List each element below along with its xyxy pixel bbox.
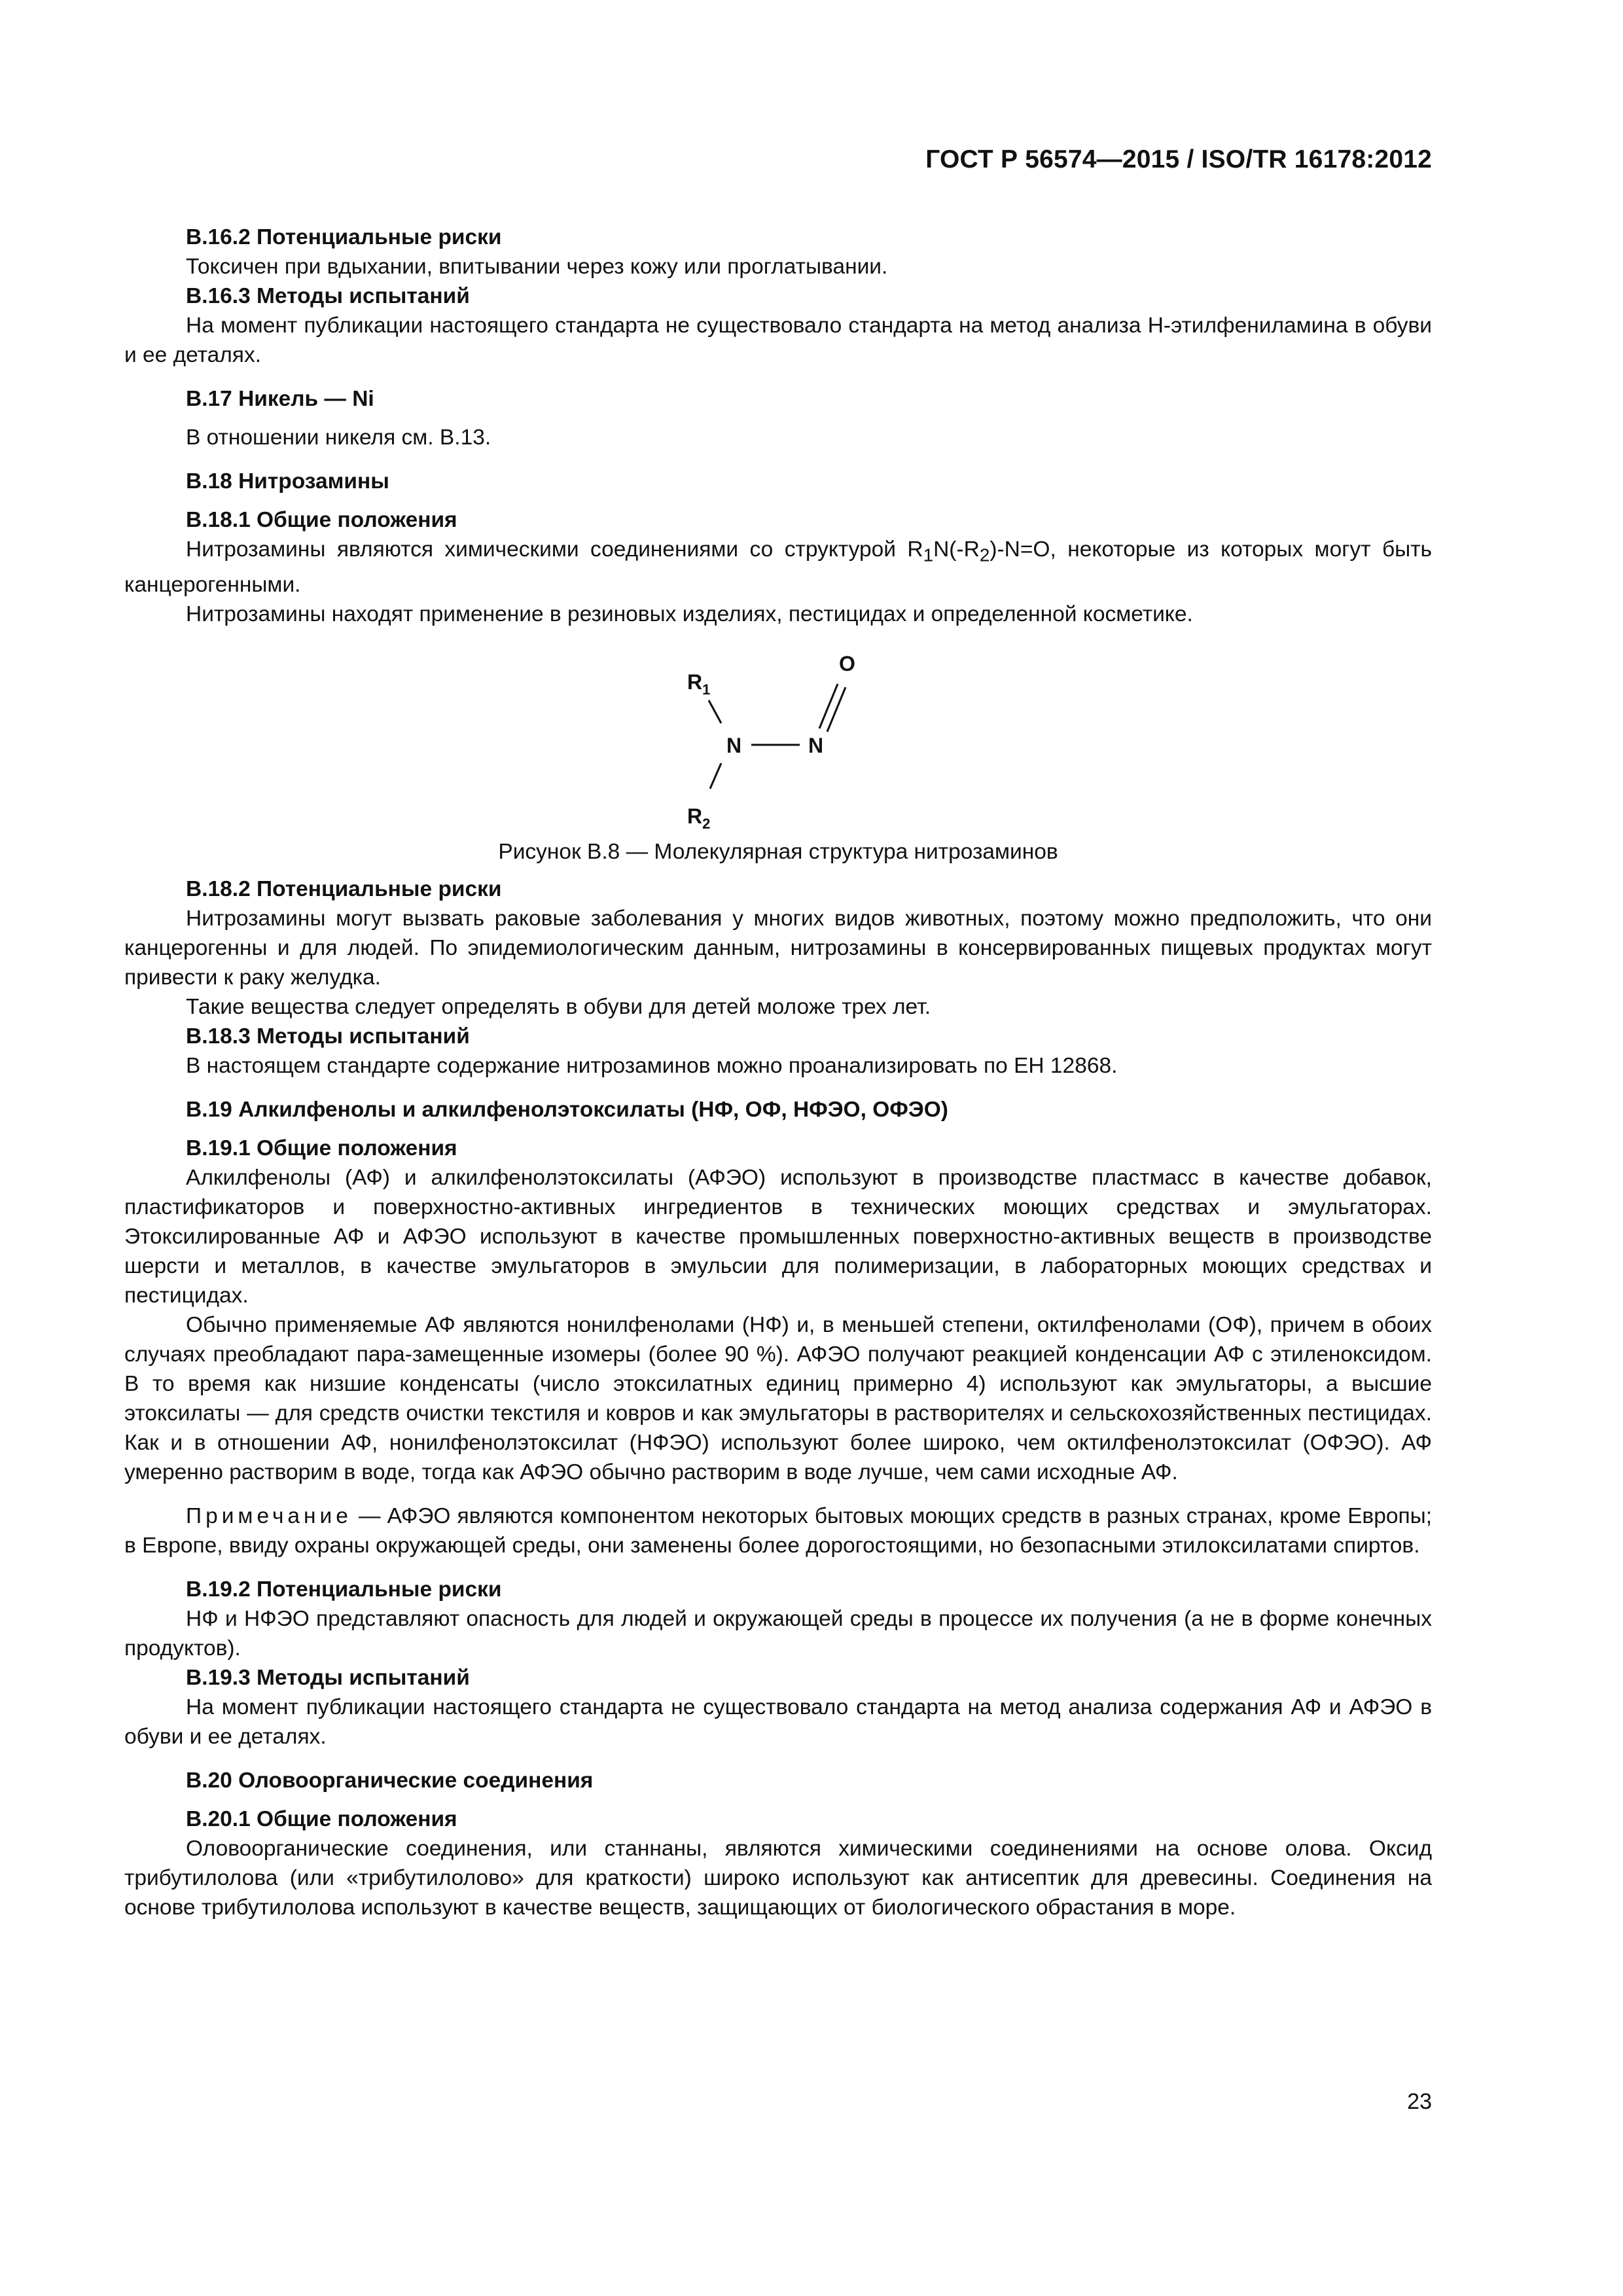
n-o-double-bond-line-1 bbox=[819, 684, 838, 728]
r1-label: $R_1$ bbox=[687, 670, 711, 698]
n-o-double-bond-line-2 bbox=[827, 687, 846, 732]
section-heading: В.18.2 Потенциальные риски bbox=[186, 876, 502, 901]
section-heading: В.19.1 Общие положения bbox=[186, 1136, 457, 1160]
paragraph: Оловоорганические соединения, или станнаны, являются химическими соединениями на основе олова. Оксид трибутилолова (или «трибутилолово» для краткости) широко используют как антисептик для древесины. Соединения на основе трибутилолова используют в качестве веществ, защищающих от биологического обрастания в море. bbox=[124, 1836, 1432, 1920]
section-heading: В.18.1 Общие положения bbox=[186, 508, 457, 532]
nitrosamine-structure-diagram bbox=[124, 637, 1432, 833]
paragraph: Алкилфенолы (АФ) и алкилфенолэтоксилаты (АФЭО) используют в производстве пластмасс в качестве добавок, пластификаторов и поверхностно-активных ингредиентов в технических моющих средствах и эмульгаторах. Этоксилированные АФ и АФЭО используют в качестве промышленных поверхностно-активных веществ в производстве шерсти и металлов, в качестве эмульгаторов в эмульсии для полимеризации, в лабораторных моющих средствах и пестицидах. bbox=[124, 1165, 1432, 1308]
paragraph: Такие вещества следует определять в обуви для детей моложе трех лет. bbox=[186, 994, 931, 1019]
figure-caption: Рисунок В.8 — Молекулярная структура нитрозаминов bbox=[498, 839, 1058, 864]
paragraph: Нитрозамины находят применение в резиновых изделиях, пестицидах и определенной косметике. bbox=[186, 601, 1193, 626]
paragraph: Нитрозамины могут вызвать раковые заболевания у многих видов животных, поэтому можно предположить, что они канцерогенны и для людей. По эпидемиологическим данным, нитрозамины в консервированных пищевых продуктах могут привести к раку желудка. bbox=[124, 906, 1432, 990]
section-heading: В.18.3 Методы испытаний bbox=[186, 1024, 470, 1049]
page-number: 23 bbox=[1407, 2089, 1432, 2114]
section-heading: В.18 Нитрозамины bbox=[186, 469, 389, 493]
oxygen-label: O bbox=[839, 651, 855, 675]
paragraph: В настоящем стандарте содержание нитрозаминов можно проанализировать по ЕН 12868. bbox=[186, 1053, 1118, 1078]
r1-bond bbox=[709, 700, 721, 723]
paragraph: В отношении никеля см. В.13. bbox=[186, 425, 491, 450]
amine-nitrogen-label: N bbox=[726, 733, 742, 757]
paragraph: НФ и НФЭО представляют опасность для людей и окружающей среды в процессе их получения (а не в форме конечных продуктов). bbox=[124, 1606, 1432, 1660]
section-heading: В.19.2 Потенциальные риски bbox=[186, 1577, 502, 1602]
section-heading: В.20.1 Общие положения bbox=[186, 1806, 457, 1831]
paragraph: Токсичен при вдыхании, впитывании через кожу или проглатывании. bbox=[186, 255, 888, 279]
section-heading: В.16.3 Методы испытаний bbox=[186, 284, 470, 308]
note-paragraph: Примечание — АФЭО являются компонентом некоторых бытовых моющих средств в разных странах, кроме Европы; в Европе, ввиду охраны окружающей среды, они заменены более дорогостоящими, но безопасными этилоксилатами спиртов. bbox=[124, 1503, 1432, 1558]
page-header: ГОСТ Р 56574—2015 / ISO/TR 16178:2012 bbox=[925, 145, 1432, 173]
paragraph: Нитрозамины являются химическими соединениями со структурой $R_1N(-R_2)-N=O$, некоторые из которых могут быть канцерогенными. bbox=[124, 537, 1433, 597]
section-heading: В.20 Оловоорганические соединения bbox=[186, 1768, 594, 1793]
note-label: Примечание bbox=[186, 1503, 352, 1528]
paragraph: На момент публикации настоящего стандарта не существовало стандарта на метод анализа Н-этилфениламина в обуви и ее деталях. bbox=[124, 314, 1432, 367]
molecular-structure-figure bbox=[124, 637, 1432, 833]
r2-bond bbox=[710, 763, 721, 789]
r2-label: $R_2$ bbox=[687, 804, 711, 832]
paragraph: Обычно применяемые АФ являются нонилфенолами (НФ) и, в меньшей степени, октилфенолами (ОФ), причем в обоих случаях преобладают пара-замещенные изомеры (более 90 %). АФЭО получают реакцией конденсации АФ с этиленоксидом. В то время как низшие конденсаты (число этоксилатных единиц примерно 4) используют как эмульгаторы, а высшие этоксилаты — для средств очистки текстиля и ковров и как эмульгаторы в растворителях и сельскохозяйственных пестицидах. Как и в отношении АФ, нонилфенолэтоксилат (НФЭО) используют более широко, чем октилфенолэтоксилат (ОФЭО). АФ умеренно растворим в воде, тогда как АФЭО обычно растворим в воде лучше, чем сами исходные АФ. bbox=[124, 1312, 1432, 1484]
nitroso-nitrogen-label: N bbox=[808, 733, 824, 757]
section-heading: В.16.2 Потенциальные риски bbox=[186, 225, 502, 249]
page-content bbox=[124, 223, 1432, 1922]
paragraph: На момент публикации настоящего стандарта не существовало стандарта на метод анализа содержания АФ и АФЭО в обуви и ее деталях. bbox=[124, 1695, 1432, 1749]
section-heading: В.19 Алкилфенолы и алкилфенолэтоксилаты (НФ, ОФ, НФЭО, ОФЭО) bbox=[186, 1097, 948, 1122]
section-heading: В.19.3 Методы испытаний bbox=[186, 1665, 470, 1690]
section-heading: В.17 Никель — Ni bbox=[186, 387, 374, 411]
